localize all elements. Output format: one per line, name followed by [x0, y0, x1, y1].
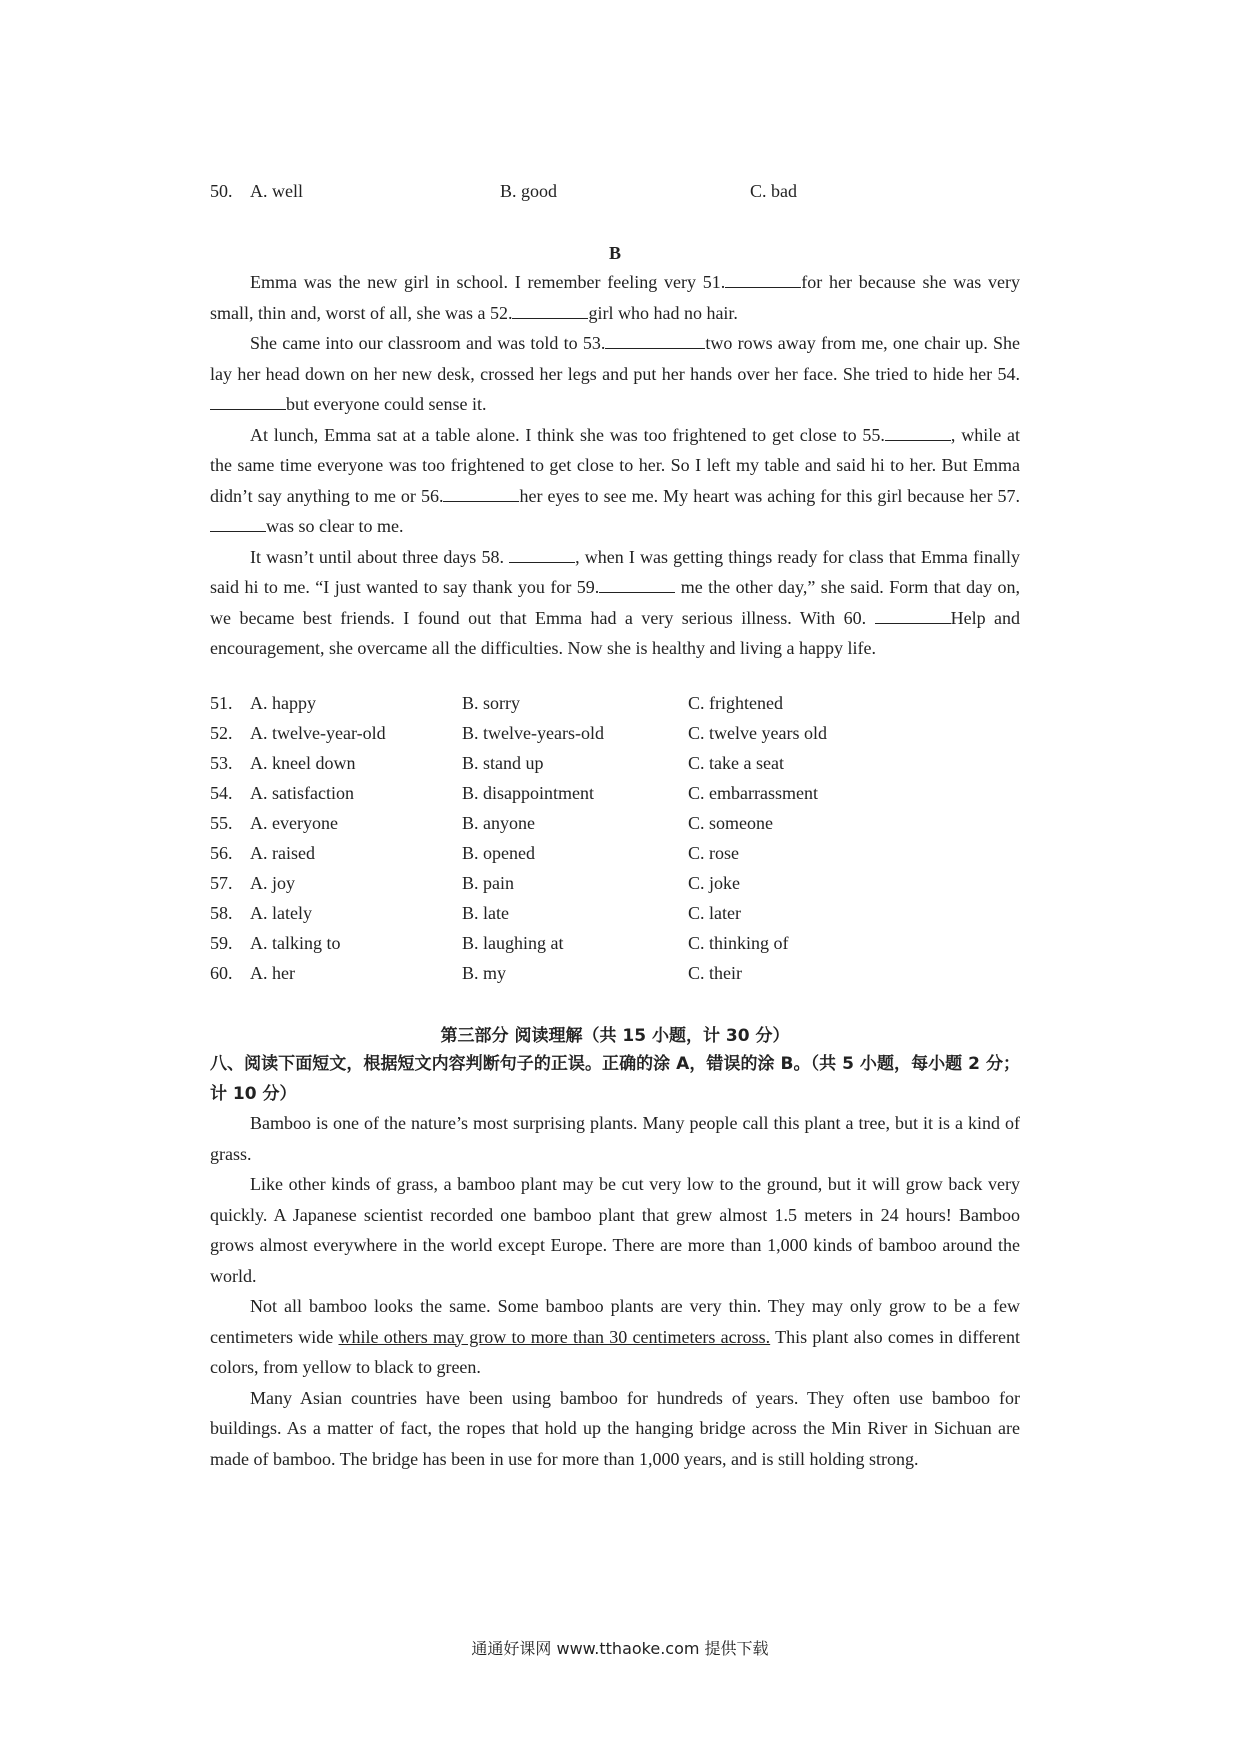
- option-c: C. thinking of: [688, 933, 789, 953]
- question-number: 58.: [210, 903, 233, 923]
- option-c: C. embarrassment: [688, 783, 818, 803]
- option-c: C. their: [688, 963, 742, 983]
- underlined-sentence: while others may grow to more than 30 centimeters across.: [338, 1326, 771, 1347]
- passage-b: [210, 267, 1020, 664]
- option-a: A. her: [250, 963, 295, 983]
- option-c: C. someone: [688, 813, 773, 833]
- passage-b-paragraph-2: She came into our classroom and was told to 53. two rows away from me, one chair up. She lay her head down on her new desk, crossed her legs and put her hands over her face. She tried to hide her 54.but everyone could sense it.: [210, 328, 1020, 420]
- option-a: A. happy: [250, 693, 316, 713]
- option-b: B. late: [462, 903, 509, 923]
- option-b: B. laughing at: [462, 933, 564, 953]
- option-b: B. stand up: [462, 753, 544, 773]
- blank-60: [875, 605, 951, 624]
- option-c: C. take a seat: [688, 753, 784, 773]
- option-a: A. twelve-year-old: [250, 723, 386, 743]
- bamboo-paragraph-1: Bamboo is one of the nature’s most surprising plants. Many people call this plant a tree, but it is a kind of grass.: [210, 1113, 1020, 1164]
- question-number: 56.: [210, 843, 233, 863]
- question-number: 53.: [210, 753, 233, 773]
- question-number: 60.: [210, 963, 233, 983]
- option-b: B. good: [500, 181, 558, 201]
- passage-b-paragraph-1: Emma was the new girl in school. I remember feeling very 51. for her because she was very small, thin and, worst of all, she was a 52. girl who had no hair.: [210, 267, 1020, 328]
- option-b: B. my: [462, 963, 507, 983]
- option-a: A. joy: [250, 873, 295, 893]
- blank-59: [599, 574, 675, 593]
- option-b: B. opened: [462, 843, 535, 863]
- section-8-instruction: 八、阅读下面短文，根据短文内容判断句子的正误。正确的涂 A，错误的涂 B。（共 5 小题，每小题 2 分；计 10 分）: [210, 1054, 1020, 1104]
- question-number: 51.: [210, 693, 233, 713]
- bamboo-paragraph-3: Not all bamboo looks the same. Some bamboo plants are very thin. They may only grow to be a few centimeters wide while others may grow to more than 30 centimeters across. This plant also comes in different colors, from yellow to black to green.: [210, 1296, 1020, 1377]
- option-c: C. later: [688, 903, 741, 923]
- bamboo-passage: [210, 1108, 1020, 1474]
- blank-58: [509, 544, 575, 563]
- option-b: B. pain: [462, 873, 514, 893]
- bamboo-paragraph-4: Many Asian countries have been using bamboo for hundreds of years. They often use bamboo for buildings. As a matter of fact, the ropes that hold up the hanging bridge across the Min River in Sichuan are made of bamboo. The bridge has been in use for more than 1,000 years, and is still holding strong.: [210, 1387, 1020, 1469]
- option-c: C. frightened: [688, 693, 783, 713]
- blank-54: [210, 391, 286, 410]
- option-a: A. everyone: [250, 813, 338, 833]
- page-footer: 通通好课网 www.tthaoke.com 提供下载: [471, 1639, 769, 1658]
- section-b-title: B: [608, 243, 621, 263]
- option-b: B. sorry: [462, 693, 520, 713]
- option-c: C. bad: [750, 181, 797, 201]
- option-a: A. well: [250, 181, 303, 201]
- option-c: C. joke: [688, 873, 740, 893]
- option-a: A. talking to: [250, 933, 341, 953]
- blank-56: [443, 483, 519, 502]
- option-a: A. lately: [250, 903, 312, 923]
- option-b: B. anyone: [462, 813, 535, 833]
- question-number: 50.: [210, 181, 233, 201]
- option-b: B. disappointment: [462, 783, 594, 803]
- option-c: C. rose: [688, 843, 739, 863]
- option-a: A. kneel down: [250, 753, 356, 773]
- passage-b-paragraph-4: It wasn’t until about three days 58. , when I was getting things ready for class that Emma finally said hi to me. “I just wanted to say thank you for 59. me the other day,” she said. Form that day on, we became best friends. I found out that Emma had a very serious illness. With 60. Help and encouragement, she overcame all the difficulties. Now she is healthy and living a happy life.: [210, 542, 1020, 664]
- blank-57: [210, 513, 266, 532]
- question-number: 54.: [210, 783, 233, 803]
- passage-b-paragraph-3: At lunch, Emma sat at a table alone. I think she was too frightened to get close to 55. , while at the same time everyone was too frightened to get close to her. So I left my table and said hi to her. But Emma didn’t say anything to me or 56. her eyes to see me. My heart was aching for this girl because her 57.was so clear to me.: [210, 420, 1020, 542]
- question-number: 57.: [210, 873, 233, 893]
- question-number: 55.: [210, 813, 233, 833]
- option-a: A. satisfaction: [250, 783, 354, 803]
- bamboo-paragraph-2: Like other kinds of grass, a bamboo plant may be cut very low to the ground, but it will grow back very quickly. A Japanese scientist recorded one bamboo plant that grew almost 1.5 meters in 24 hours! Bamboo grows almost everywhere in the world except Europe. There are more than 1,000 kinds of bamboo around the world.: [210, 1174, 1020, 1286]
- blank-51: [725, 269, 801, 288]
- question-number: 59.: [210, 933, 233, 953]
- blank-52: [512, 300, 588, 319]
- option-a: A. raised: [250, 843, 315, 863]
- question-number: 52.: [210, 723, 233, 743]
- option-b: B. twelve-years-old: [462, 723, 604, 743]
- option-c: C. twelve years old: [688, 723, 827, 743]
- blank-55: [885, 422, 951, 441]
- blank-53: [605, 330, 705, 349]
- part-3-title: 第三部分 阅读理解（共 15 小题，计 30 分）: [440, 1026, 790, 1046]
